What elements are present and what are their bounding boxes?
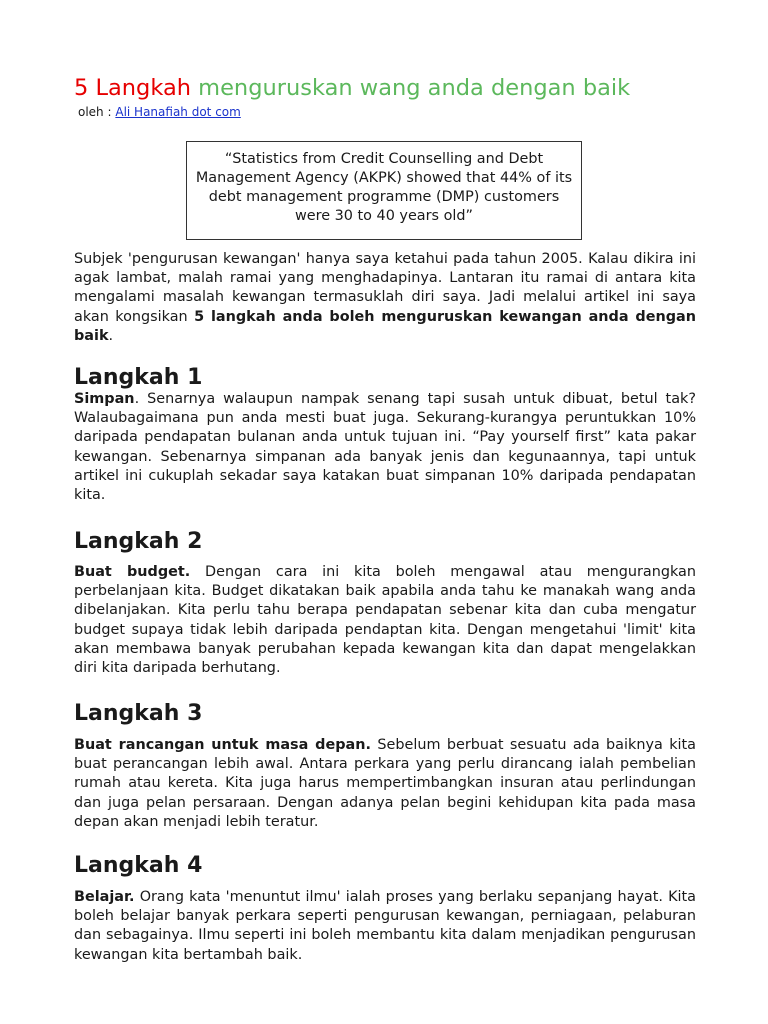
byline — [78, 104, 241, 120]
step-paragraph — [74, 888, 696, 965]
step-paragraph — [74, 563, 696, 678]
step-body: Dengan cara ini kita boleh mengawal atau mengurangkan perbelanjaan kita. Budget dikatakan baik apabila anda tahu ke manakah wang anda dibelanjakan. Kita perlu tahu berapa pendapatan sebenar kita dan cuba mengatur budget supaya tidak lebih daripada pendaptan kita. Dengan mengetahui 'limit' kita akan membawa banyak perubahan kepada kewangan kita dan dapat mengelakkan diri kita daripada berhutang. — [74, 564, 696, 677]
step-body: Sebelum berbuat sesuatu ada baiknya kita buat perancangan lebih awal. Antara perkara yang perlu dirancang ialah pembelian rumah atau kereta. Kita juga harus mempertimbangkan insuran atau perlindungan dan juga pelan persaraan. Dengan adanya pelan begini kehidupan kita pada masa depan akan menjadi lebih teratur. — [74, 737, 696, 830]
step-heading: Langkah 1 — [74, 365, 203, 390]
step-paragraph — [74, 390, 696, 505]
step-paragraph — [74, 736, 696, 832]
quote-text: “Statistics from Credit Counselling and Debt Management Agency (AKPK) showed that 44% of its debt management programme (DMP) customers were 30 to 40 years old” — [195, 151, 573, 224]
step-body: . Senarnya walaupun nampak senang tapi susah untuk dibuat, betul tak? Walaubagaimana pun anda mesti buat juga. Sekurang-kurangya peruntukkan 10% daripada pendapatan bulanan anda untuk tujuan ini. “Pay yourself first” kata pakar kewangan. Sebenarnya simpanan ada banyak jenis dan kegunaannya, tapi untuk artikel ini cukuplah sekadar saya katakan buat simpanan 10% daripada pendapatan kita. — [74, 391, 696, 504]
byline-prefix: oleh : — [78, 105, 112, 119]
step-heading: Langkah 2 — [74, 529, 203, 554]
step-lead: Belajar. — [74, 889, 135, 905]
intro-bold: 5 langkah anda boleh menguruskan kewangan anda dengan baik — [74, 308, 696, 344]
author-link[interactable]: Ali Hanafiah dot com — [115, 105, 241, 119]
intro-text: Subjek 'pengurusan kewangan' hanya saya ketahui pada tahun 2005. Kalau dikira ini agak lambat, malah ramai yang menghadapinya. Lantaran itu ramai di antara kita mengalami masalah kewangan termasuklah diri saya. Jadi melalui artikel ini saya akan kongsikan — [74, 251, 696, 325]
intro-paragraph — [74, 250, 696, 346]
step-lead: Buat rancangan untuk masa depan. — [74, 737, 371, 753]
step-lead: Simpan — [74, 391, 135, 407]
title-number: 5 Langkah — [74, 75, 192, 101]
step-heading: Langkah 3 — [74, 701, 203, 726]
title-rest: menguruskan wang anda dengan baik — [198, 75, 631, 101]
article-title — [74, 74, 630, 102]
step-lead: Buat budget. — [74, 564, 191, 580]
intro-end: . — [108, 327, 114, 344]
quote-box — [186, 141, 582, 240]
step-body: Orang kata 'menuntut ilmu' ialah proses yang berlaku sepanjang hayat. Kita boleh belajar banyak perkara seperti pengurusan kewangan, perniagaan, pelaburan dan sebagainya. Ilmu seperti ini boleh membantu kita dalam menjadikan pengurusan kewangan kita bertambah baik. — [74, 889, 696, 963]
step-heading: Langkah 4 — [74, 853, 203, 878]
